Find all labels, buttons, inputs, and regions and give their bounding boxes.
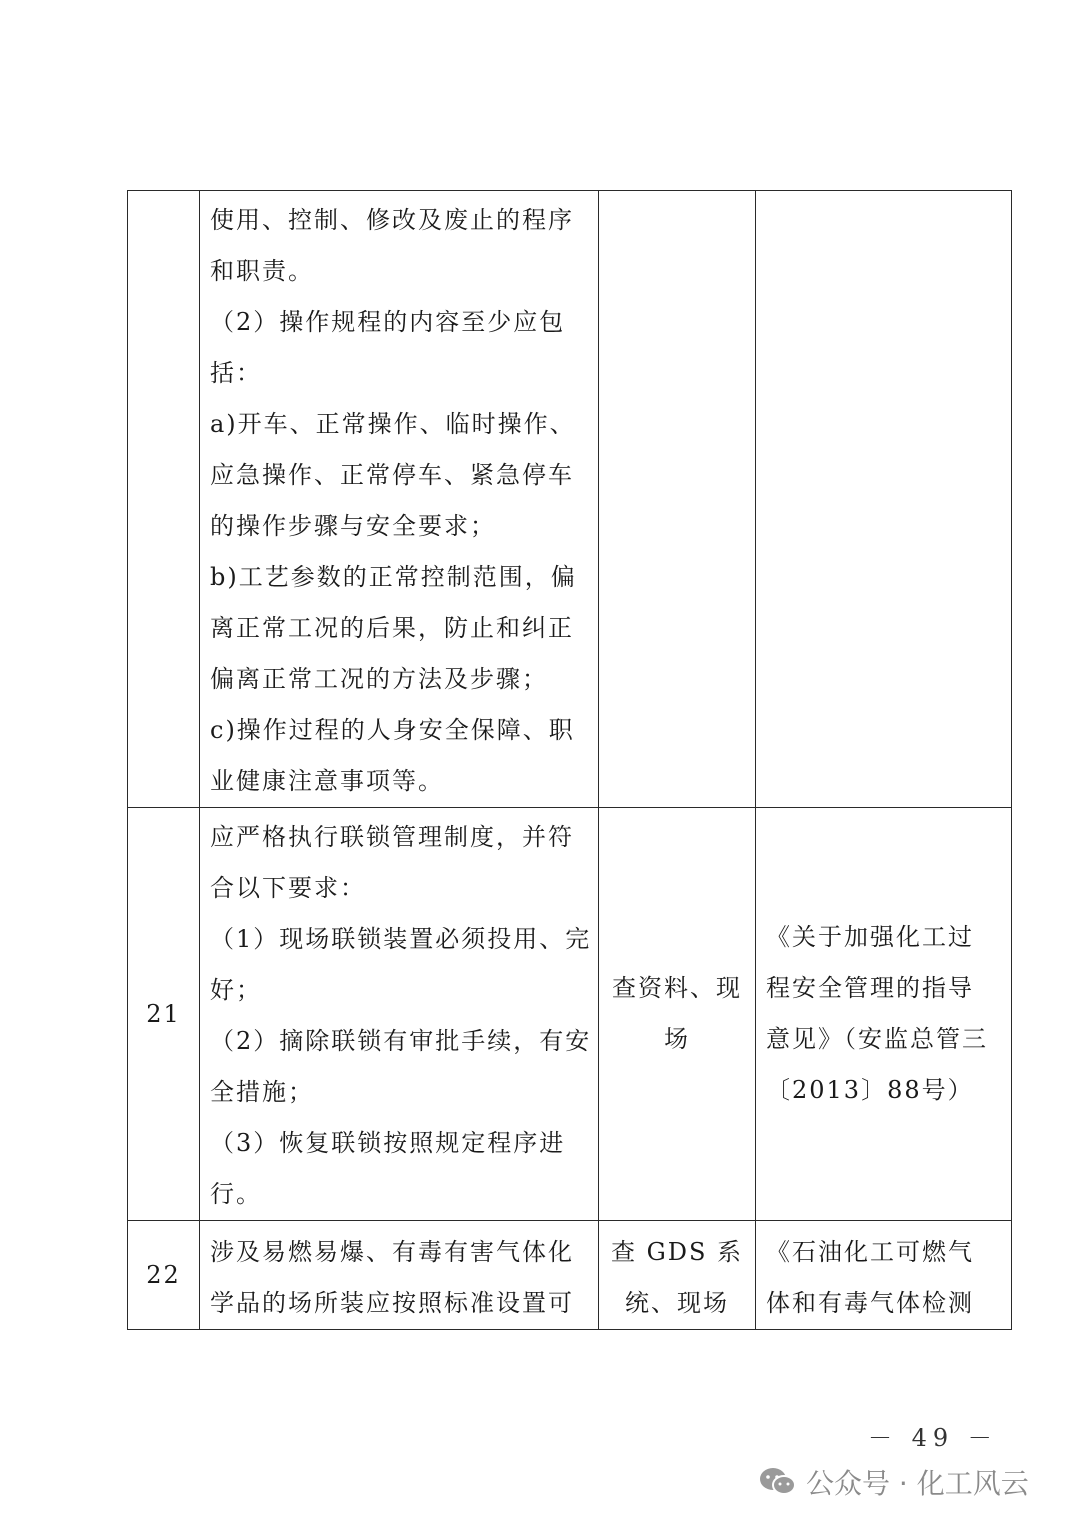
content-line: 学品的场所装应按照标准设置可 xyxy=(210,1289,574,1317)
content-line: （2）摘除联锁有审批手续，有安 xyxy=(210,1027,592,1055)
content-line: （2）操作规程的内容至少应包 xyxy=(210,308,566,336)
table-row xyxy=(128,191,1012,808)
table-row xyxy=(128,1221,1012,1330)
page-number: － 49 － xyxy=(868,1424,998,1452)
content-line: a)开车、正常操作、临时操作、 xyxy=(210,410,576,438)
table-row xyxy=(128,808,1012,1221)
legal-basis xyxy=(756,808,1012,1221)
basis-line: 体和有毒气体检测 xyxy=(766,1289,974,1317)
content-line: 全措施； xyxy=(210,1078,314,1106)
check-method xyxy=(599,1221,756,1330)
method-line: 场 xyxy=(664,1025,690,1053)
wechat-icon xyxy=(758,1466,798,1498)
content-line: （3）恢复联锁按照规定程序进 xyxy=(210,1129,566,1157)
content-line: 应急操作、正常停车、紧急停车 xyxy=(210,461,574,489)
requirement-content xyxy=(200,191,599,808)
content-line: 的操作步骤与安全要求； xyxy=(210,512,496,540)
basis-line: 程安全管理的指导 xyxy=(766,974,974,1002)
watermark xyxy=(758,1462,1029,1502)
basis-line: 《石油化工可燃气 xyxy=(766,1238,974,1266)
content-line: 偏离正常工况的方法及步骤； xyxy=(210,665,548,693)
item-number: 21 xyxy=(128,808,200,1221)
content-line: 行。 xyxy=(210,1180,262,1208)
item-number xyxy=(128,191,200,808)
content-line: （1）现场联锁装置必须投用、完 xyxy=(210,925,592,953)
document-table xyxy=(127,190,1012,1330)
content-line: b)工艺参数的正常控制范围，偏 xyxy=(210,563,577,591)
content-line: 业健康注意事项等。 xyxy=(210,767,444,795)
check-method xyxy=(599,191,756,808)
item-number: 22 xyxy=(128,1221,200,1330)
basis-line: 《关于加强化工过 xyxy=(766,923,974,951)
content-line: 和职责。 xyxy=(210,257,314,285)
legal-basis xyxy=(756,1221,1012,1330)
basis-line: 意见》（安监总管三 xyxy=(766,1025,988,1053)
check-method xyxy=(599,808,756,1221)
content-line: c)操作过程的人身安全保障、职 xyxy=(210,716,575,744)
content-line: 括： xyxy=(210,359,262,387)
watermark-text: 公众号 · 化工风云 xyxy=(806,1467,1029,1500)
method-line: 统、现场 xyxy=(625,1289,729,1317)
method-line: 查资料、现 xyxy=(612,974,742,1002)
method-line: 查 GDS 系 xyxy=(610,1238,744,1266)
content-line: 应严格执行联锁管理制度，并符 xyxy=(210,823,574,851)
requirement-content xyxy=(200,808,599,1221)
basis-line: 〔2013〕88号） xyxy=(766,1076,974,1104)
content-line: 好； xyxy=(210,976,262,1004)
requirement-content xyxy=(200,1221,599,1330)
content-line: 离正常工况的后果，防止和纠正 xyxy=(210,614,574,642)
legal-basis xyxy=(756,191,1012,808)
content-line: 使用、控制、修改及废止的程序 xyxy=(210,206,574,234)
content-line: 合以下要求： xyxy=(210,874,366,902)
content-line: 涉及易燃易爆、有毒有害气体化 xyxy=(210,1238,574,1266)
